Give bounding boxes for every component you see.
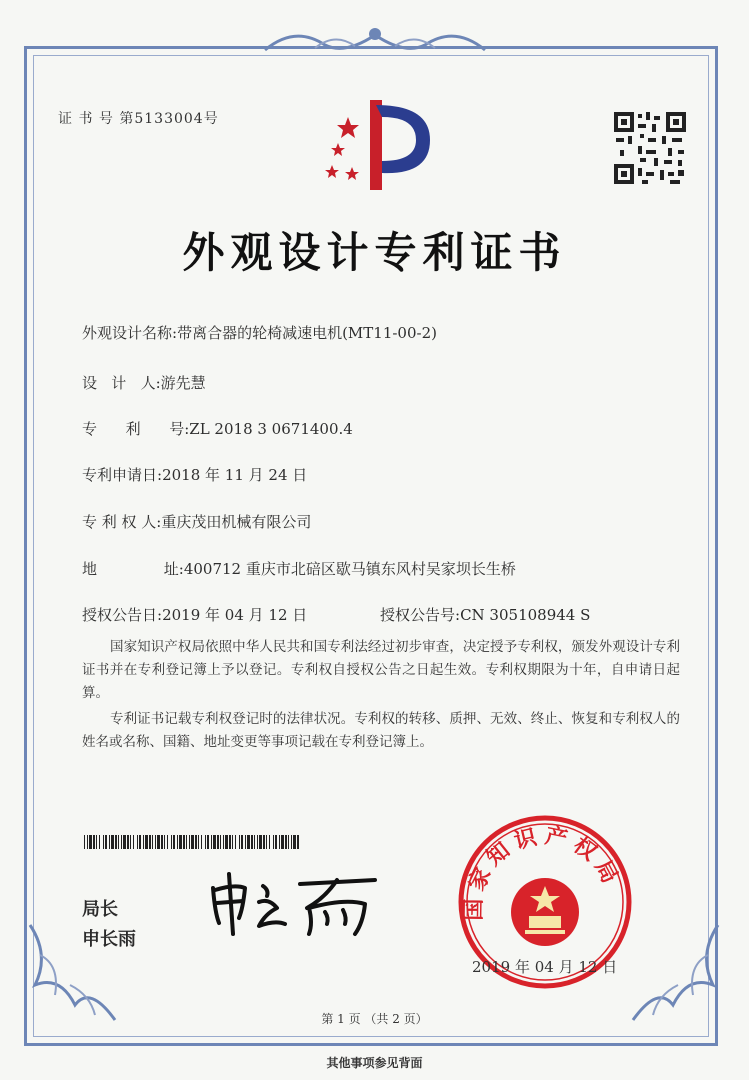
certificate-number: 证 书 号 第5133004号 <box>58 111 219 127</box>
qr-code-icon <box>612 110 688 186</box>
seal-date: 2019 年 04 月 12 日 <box>472 958 618 976</box>
footer-note: 其他事项参见背面 <box>326 1056 423 1070</box>
page-number: 第 1 页 （共 2 页） <box>321 1012 428 1026</box>
design-name-label: 外观设计名称: <box>82 324 178 342</box>
application-date-label: 专利申请日: <box>82 466 163 484</box>
inventor-row <box>82 372 206 393</box>
patentee-label: 专 利 权 人: <box>82 513 162 531</box>
top-ornament-icon <box>255 20 495 60</box>
director-title: 局长 <box>82 899 118 920</box>
publication-number-label: 授权公告号: <box>380 606 461 624</box>
barcode-icon <box>84 835 302 849</box>
director-name: 申长雨 <box>82 929 136 950</box>
address-row <box>82 558 516 579</box>
body-paragraph-1: 国家知识产权局依照中华人民共和国专利法经过初步审查，决定授予专利权，颁发外观设计专利证书并在专利登记簿上予以登记。专利权自授权公告之日起生效。专利权期限为十年，自申请日起算。 <box>82 639 680 701</box>
inventor-value: 游先慧 <box>160 374 206 392</box>
inventor-label: 设 计 人: <box>82 374 161 392</box>
design-name-value: 带离合器的轮椅减速电机(MT11-00-2) <box>177 324 437 342</box>
publication-number-row <box>380 604 590 625</box>
patent-number-label: 专 利 号: <box>82 420 190 438</box>
grant-date-label: 授权公告日: <box>82 606 163 624</box>
application-date-row <box>82 464 307 485</box>
address-label: 地 址: <box>82 560 184 578</box>
grant-date-row <box>82 604 307 625</box>
application-date-value: 2018 年 11 月 24 日 <box>162 466 308 484</box>
cnipa-logo-icon <box>310 95 440 195</box>
seal-text: 国家知识产权局 <box>461 823 625 921</box>
patent-number-value: ZL 2018 3 0671400.4 <box>189 420 353 438</box>
design-name-row <box>82 322 437 343</box>
patentee-row <box>82 511 311 532</box>
address-value: 400712 重庆市北碚区歇马镇东风村吴家坝长生桥 <box>183 560 516 578</box>
body-paragraph-2: 专利证书记载专利权登记时的法律状况。专利权的转移、质押、无效、终止、恢复和专利权人的姓名或名称、国籍、地址变更等事项记载在专利登记簿上。 <box>82 711 680 750</box>
grant-date-value: 2019 年 04 月 12 日 <box>162 606 308 624</box>
patentee-value: 重庆茂田机械有限公司 <box>161 513 312 531</box>
handwritten-signature <box>205 868 385 938</box>
patent-number-row <box>82 418 353 439</box>
certificate-title: 外观设计专利证书 <box>182 228 567 277</box>
publication-number-value: CN 305108944 S <box>460 606 591 624</box>
